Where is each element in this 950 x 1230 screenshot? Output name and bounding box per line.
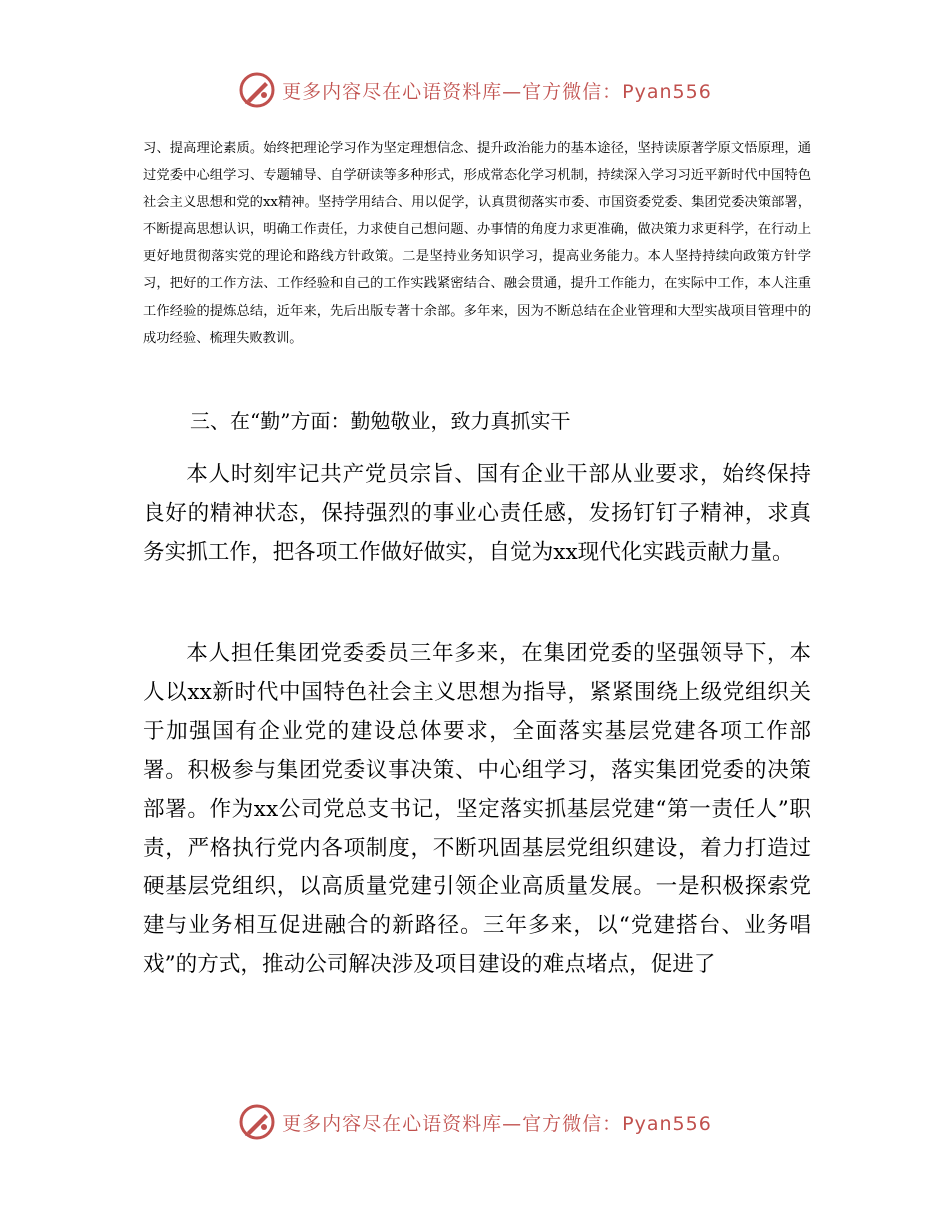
footer-banner[interactable] <box>0 1102 950 1142</box>
banner-text: 更多内容尽在心语资料库—官方微信：Pyan556 <box>282 1112 712 1135</box>
pen-logo-icon <box>238 71 276 109</box>
header-banner[interactable] <box>0 70 950 110</box>
pen-logo-icon <box>238 1103 276 1141</box>
body-paragraph-1: 本人时刻牢记共产党员宗旨、国有企业干部从业要求，始终保持良好的精神状态，保持强烈的事业心责任感，发扬钉钉子精神，求真务实抓工作，把各项工作做好做实，自觉为xx现代化实践贡献力量。 <box>143 462 811 565</box>
banner-text: 更多内容尽在心语资料库—官方微信：Pyan556 <box>282 80 712 103</box>
body-paragraph-small: 习、提高理论素质。始终把理论学习作为坚定理想信念、提升政治能力的基本途径，坚持读原著学原文悟原理，通过党委中心组学习、专题辅导、自学研读等多种形式，形成常态化学习机制，持续深入学习习近平新时代中国特色社会主义思想和党的xx精神。坚持学用结合、用以促学，认真贯彻落实市委、市国资委党委、集团党委决策部署，不断提高思想认识，明确工作责任，力求使自己想问题、办事情的角度力求更准确，做决策力求更科学，在行动上更好地贯彻落实党的理论和路线方针政策。二是坚持业务知识学习，提高业务能力。本人坚持持续向政策方针学习，把好的工作方法、工作经验和自己的工作实践紧密结合、融会贯通，提升工作能力，在实际中工作，本人注重工作经验的提炼总结，近年来，先后出版专著十余部。多年来，因为不断总结在企业管理和大型实战项目管理中的成功经验、梳理失败教训。 <box>143 141 811 346</box>
section-heading: 三、在“勤”方面：勤勉敬业，致力真抓实干 <box>190 409 571 433</box>
body-paragraph-2: 本人担任集团党委委员三年多来，在集团党委的坚强领导下，本人以xx新时代中国特色社会主义思想为指导，紧紧围绕上级党组织关于加强国有企业党的建设总体要求，全面落实基层党建各项工作部署。积极参与集团党委议事决策、中心组学习，落实集团党委的决策部署。作为xx公司党总支书记，坚定落实抓基层党建“第一责任人”职责，严格执行党内各项制度，不断巩固基层党组织建设，着力打造过硬基层党组织，以高质量党建引领企业高质量发展。一是积极探索党建与业务相互促进融合的新路径。三年多来，以“党建搭台、业务唱戏”的方式，推动公司解决涉及项目建设的难点堵点，促进了 <box>143 641 811 978</box>
